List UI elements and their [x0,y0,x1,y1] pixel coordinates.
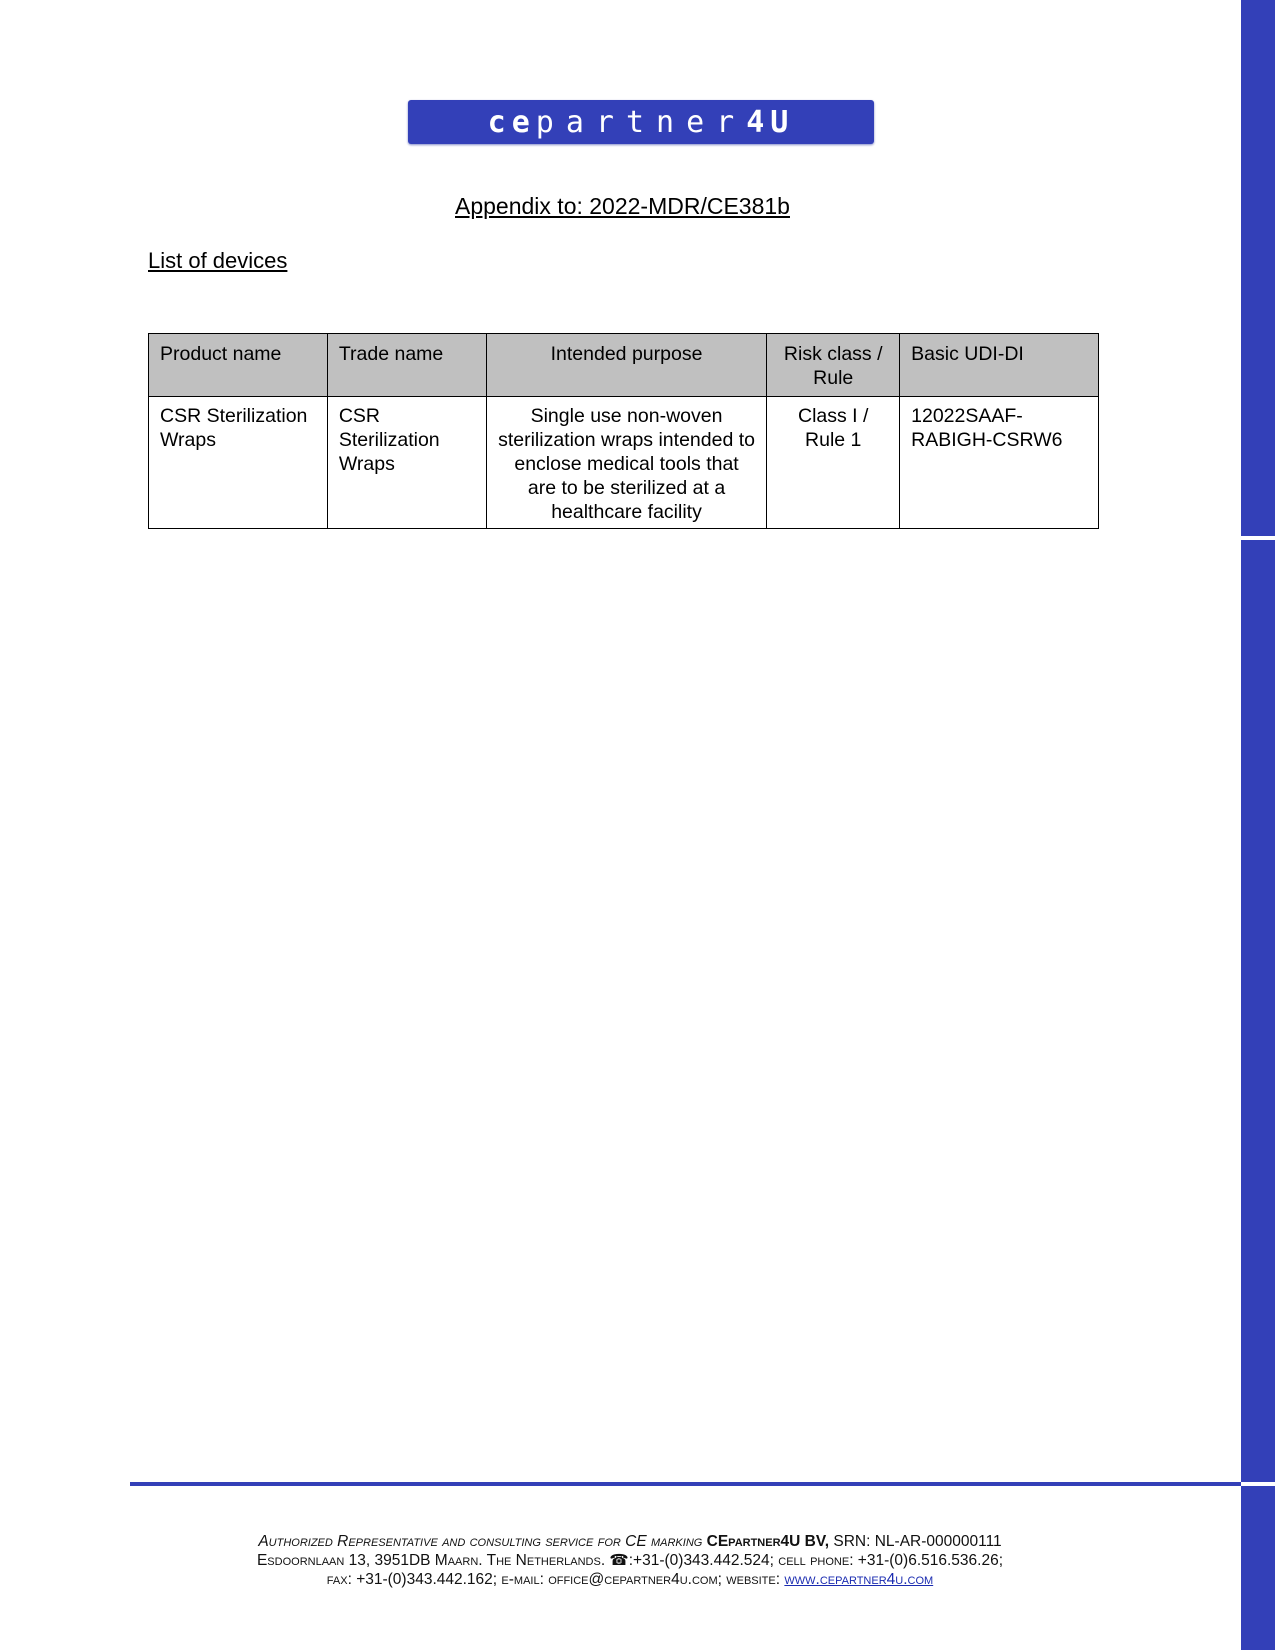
footer-service-text: Authorized Representative and consulting service for CE marking [258,1533,703,1550]
footer-srn: SRN: NL-AR-000000111 [833,1533,1002,1550]
logo-4u: 4U [746,104,795,140]
footer-divider [130,1482,1241,1486]
header-basic-udi-di: Basic UDI-DI [900,334,1099,397]
footer-company-name: CEpartner4U BV, [706,1533,830,1550]
table-header-row [149,334,1099,397]
header-product-name: Product name [149,334,328,397]
footer [130,1532,1130,1589]
footer-line-3 [130,1570,1130,1589]
right-bar-divider [1241,536,1275,540]
footer-contact-text: fax: +31-(0)343.442.162; e-mail: office@cepartner4u.com; website: [326,1571,781,1588]
appendix-title: Appendix to: 2022-MDR/CE381b [455,193,790,219]
cell-risk-class: Class I / Rule 1 [767,397,900,529]
devices-table [148,333,1099,529]
header-trade-name: Trade name [327,334,486,397]
right-brand-bar [1241,0,1275,1650]
footer-website-link[interactable]: www.cepartner4u.com [784,1571,934,1588]
logo-ce: ce [487,104,536,140]
cell-product-name: CSR Sterilization Wraps [149,397,328,529]
cell-basic-udi-di: 12022SAAF-RABIGH-CSRW6 [900,397,1099,529]
cell-trade-name: CSR Sterilization Wraps [327,397,486,529]
footer-line-1 [130,1532,1130,1551]
table-row [149,397,1099,529]
footer-line-2: Esdoornlaan 13, 3951DB Maarn. The Netherlands. ☎:+31-(0)343.442.524; cell phone: +31-(0)6.516.536.26; [256,1552,1004,1569]
cepartner4u-logo [408,100,874,144]
list-title: List of devices [148,248,288,273]
cell-intended-purpose: Single use non-woven sterilization wraps intended to enclose medical tools that are to be sterilized at a healthcare facility [486,397,767,529]
header-intended-purpose: Intended purpose [486,334,767,397]
header-risk-class: Risk class / Rule [767,334,900,397]
logo-partner: partner [535,104,747,140]
footer-divider-gap [1241,1482,1275,1486]
